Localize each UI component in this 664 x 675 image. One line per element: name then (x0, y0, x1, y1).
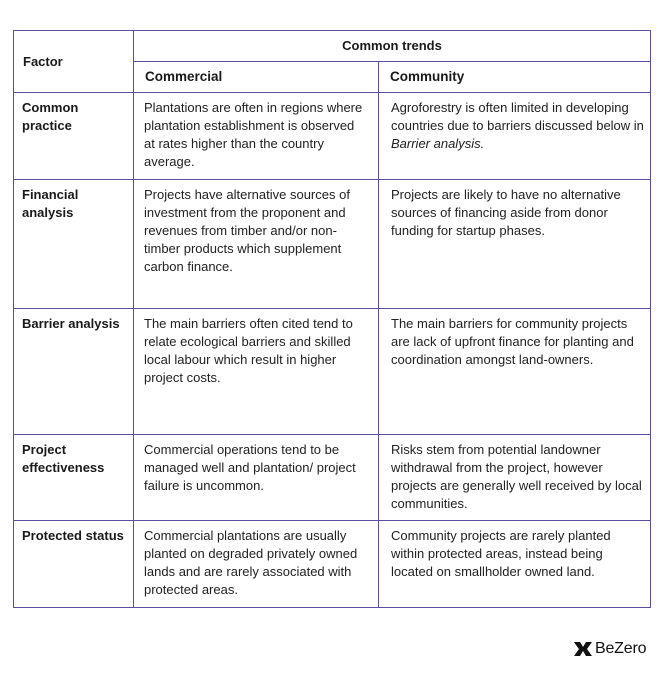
header-common-trends: Common trends (134, 31, 651, 62)
header-commercial: Commercial (134, 62, 379, 93)
community-cell (379, 93, 651, 180)
community-cell: Community projects are rarely planted within protected areas, instead being located on smallholder owned land. (379, 521, 651, 608)
bezero-logo-text: BeZero (595, 640, 647, 657)
commercial-cell: Commercial operations tend to be managed well and plantation/ project failure is uncommon. (134, 435, 379, 521)
factor-cell: Barrier analysis (14, 309, 134, 435)
table-row (14, 435, 651, 521)
bezero-logo (574, 639, 646, 659)
commercial-cell: The main barriers often cited tend to relate ecological barriers and skilled local labour which result in higher project costs. (134, 309, 379, 435)
common-trends-table (13, 30, 651, 608)
community-cell: Projects are likely to have no alternative sources of financing aside from donor funding for startup phases. (379, 180, 651, 309)
community-text: Agroforestry is often limited in developing countries due to barriers discussed below in (391, 100, 644, 133)
factor-cell: Common practice (14, 93, 134, 180)
table-row (14, 309, 651, 435)
barrier-analysis-reference: Barrier analysis. (391, 136, 485, 151)
table-row (14, 180, 651, 309)
factor-cell: Project effectiveness (14, 435, 134, 521)
header-row-top (14, 31, 651, 62)
table-row (14, 93, 651, 180)
header-community: Community (379, 62, 651, 93)
bezero-logo-icon (574, 642, 592, 656)
factor-cell: Protected status (14, 521, 134, 608)
factor-cell: Financial analysis (14, 180, 134, 309)
commercial-cell: Commercial plantations are usually planted on degraded privately owned lands and are rarely associated with protected areas. (134, 521, 379, 608)
table-row (14, 521, 651, 608)
header-factor: Factor (14, 31, 134, 93)
community-cell: Risks stem from potential landowner withdrawal from the project, however projects are generally well received by local communities. (379, 435, 651, 521)
community-cell: The main barriers for community projects are lack of upfront finance for planting and coordination amongst land-owners. (379, 309, 651, 435)
commercial-cell: Plantations are often in regions where plantation establishment is observed at rates higher than the country average. (134, 93, 379, 180)
commercial-cell: Projects have alternative sources of investment from the proponent and revenues from timber and/or non-timber products which supplement carbon finance. (134, 180, 379, 309)
